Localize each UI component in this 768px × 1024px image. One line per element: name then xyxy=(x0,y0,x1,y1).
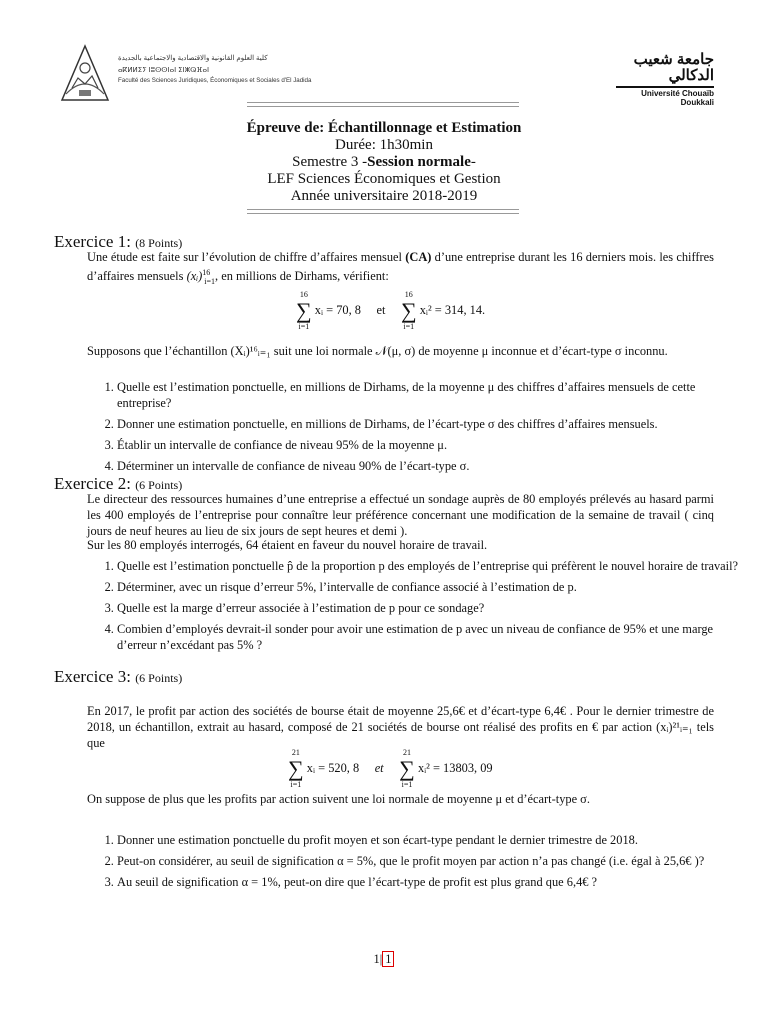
sum-symbol: 21 ∑ i=1 xyxy=(288,748,304,789)
exercise2-heading: Exercice 2: (6 Points) xyxy=(54,474,183,493)
university-latin-name: Université Chouaïb Doukkali xyxy=(641,89,714,107)
question-item: 2. Peut-on considérer, au seuil de signification α = 5%, que le profit moyen par action n’a pas changé (i.e. égal à 25,6€ )? xyxy=(117,853,744,869)
university-logo-rule xyxy=(616,86,714,88)
exercise2-paragraph: Le directeur des ressources humaines d’une entreprise a effectué un sondage auprès de 80 employés prélevés au hasard parmi les 400 employés de l’entreprise pour connaître leur préférence concernant une modification de la semaine de travail ( cinq jours de neuf heures au lieu de six jours de sept heures et demi ). xyxy=(87,492,714,538)
exercise3-paragraph: En 2017, le profit par action des sociétés de bourse était de moyenne 25,6€ et d’écart-type 6,4€ . Pour le dernier trimestre de 2018, un échantillon, extrait au hasard, composé de 21 sociétés de bourse ont réalisé des profits en € par action (xᵢ)²¹ᵢ₌₁ tels que xyxy=(87,704,714,750)
university-logo xyxy=(612,51,714,107)
exercise3-questions xyxy=(87,832,744,895)
exercise1-formula: 16 ∑ i=1 xᵢ = 70, 8 et 16 ∑ i=1 xᵢ² = 314, 14. xyxy=(296,290,486,331)
faculty-logo xyxy=(56,44,312,106)
faculty-emblem-icon xyxy=(56,44,114,104)
exam-title-block xyxy=(0,120,768,205)
exercise3-points: (6 Points) xyxy=(135,671,183,685)
exercise1-questions xyxy=(87,379,744,479)
sum-symbol: 16 ∑ i=1 xyxy=(400,290,417,331)
question-item: 1. Quelle est l’estimation ponctuelle p̂ de la proportion p des employés de l’entreprise qui préfèrent le nouvel horaire de travail? xyxy=(117,558,744,574)
exercise1-heading: Exercice 1: (8 Points) xyxy=(54,232,183,251)
question-item: 3. Au seuil de signification α = 1%, peut-on dire que l’écart-type de profit est plus grand que 6,4€ ? xyxy=(117,874,744,890)
exam-semester: Semestre 3 -Session normale- xyxy=(292,154,476,170)
question-item: 4. Déterminer un intervalle de confiance de niveau 90% de l’écart-type σ. xyxy=(117,458,744,474)
question-item: 1. Donner une estimation ponctuelle du profit moyen et son écart-type pendant le dernier trimestre de 2018. xyxy=(117,832,744,848)
exercise2-points: (6 Points) xyxy=(135,478,183,492)
sum-symbol: 16 ∑ i=1 xyxy=(296,290,312,331)
exercise3-heading: Exercice 3: (6 Points) xyxy=(54,667,183,686)
title-top-rule xyxy=(247,102,519,107)
exercise2-questions xyxy=(87,558,744,658)
exercise1-assumption: Supposons que l’échantillon (Xᵢ)¹⁶ᵢ₌₁ suit une loi normale 𝒩(μ, σ) de moyenne μ inconnue et d’écart-type σ inconnu. xyxy=(87,344,668,358)
exam-title: Épreuve de: Échantillonnage et Estimation xyxy=(246,120,522,136)
exercise1-points: (8 Points) xyxy=(135,236,183,250)
exam-duration: Durée: 1h30min xyxy=(335,137,433,153)
university-arabic-name: جامعة شعيب الدكالي xyxy=(633,51,714,84)
sum-symbol: 21 ∑ i=1 xyxy=(399,748,415,789)
exercise3-formula: 21 ∑ i=1 xᵢ = 520, 8 et 21 ∑ i=1 xᵢ² = 13803, 09 xyxy=(288,748,493,789)
question-item: 2. Déterminer, avec un risque d’erreur 5%, l’intervalle de confiance associé à l’estimation de p. xyxy=(117,579,744,595)
question-item: 3. Établir un intervalle de confiance de niveau 95% de la moyenne μ. xyxy=(117,437,744,453)
exercise3-paragraph-2: On suppose de plus que les profits par action suivent une loi normale de moyenne μ et d’écart-type σ. xyxy=(87,792,590,806)
question-item: 1. Quelle est l’estimation ponctuelle, en millions de Dirhams, de la moyenne μ des chiffres d’affaires mensuels de cette entreprise? xyxy=(117,379,744,411)
logo-french-line: Faculté des Sciences Juridiques, Économiques et Sociales d'El Jadida xyxy=(118,77,312,84)
logo-arabic-line: كلية العلوم القانونية والاقتصادية والاجتماعية بالجديدة xyxy=(118,55,268,62)
question-item: 3. Quelle est la marge d’erreur associée à l’estimation de p pour ce sondage? xyxy=(117,600,744,616)
page-link[interactable]: 1 xyxy=(382,951,394,967)
page-number: 1| 1 xyxy=(0,952,768,967)
question-item: 2. Donner une estimation ponctuelle, en millions de Dirhams, de l’écart-type σ des chiffres d’affaires mensuels. xyxy=(117,416,744,432)
exercise1-intro: Une étude est faite sur l’évolution de chiffre d’affaires mensuel (CA) d’une entreprise durant les 16 derniers mois. les chiffres d’affaires mensuels (xᵢ)$^{16}_{i=1}$, en millions de Dirhams, vérifient: xyxy=(87,250,714,286)
logo-tifinagh-line: ⴰⴽⵍⵍⵉⵢ ⵏⵓⵙⵙⵏⴰⵏ ⵉⵏⵥⵕⴼⴰⵏ xyxy=(118,67,210,74)
exam-program: LEF Sciences Économiques et Gestion xyxy=(267,171,501,187)
exam-year: Année universitaire 2018-2019 xyxy=(290,188,478,204)
title-bottom-rule xyxy=(247,209,519,214)
exercise2-paragraph-2: Sur les 80 employés interrogés, 64 étaient en faveur du nouvel horaire de travail. xyxy=(87,538,488,552)
question-item: 4. Combien d’employés devrait-il sonder pour avoir une estimation de p avec un niveau de confiance de 95% et une marge d’erreur n’excédant pas 5% ? xyxy=(117,621,744,653)
